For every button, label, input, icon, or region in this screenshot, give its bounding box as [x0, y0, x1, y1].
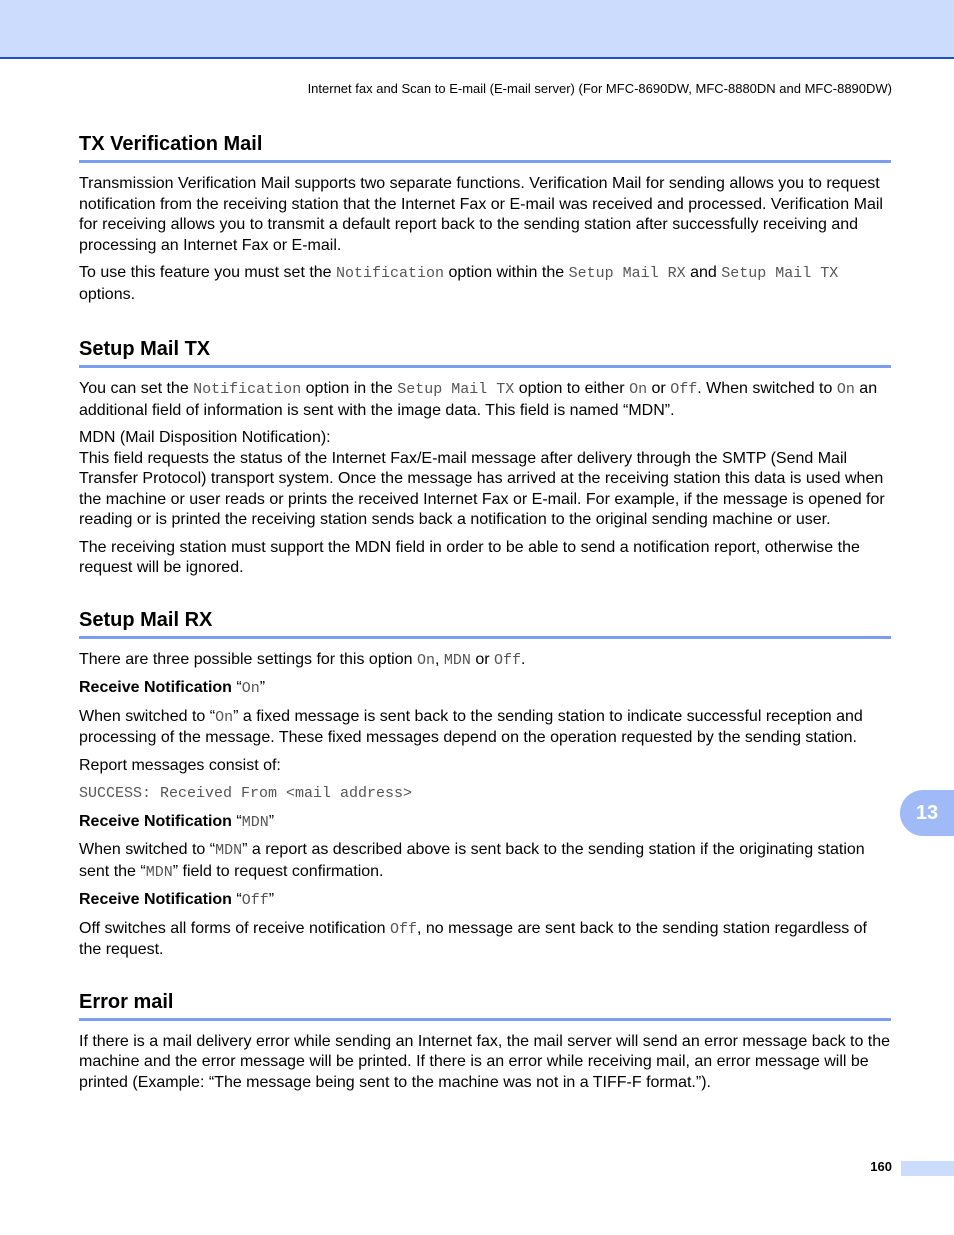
text-run: or [470, 650, 495, 668]
text-run: ” a report as described above is sent back to the sending station if the originating station sent the “ [79, 841, 865, 880]
code-on: On [629, 381, 648, 398]
receive-notification-mdn-heading [79, 812, 891, 834]
setup-rx-intro [79, 650, 891, 672]
subheading-label: Receive Notification [79, 679, 232, 696]
report-messages-intro: Report messages consist of: [79, 756, 281, 774]
code-on: On [215, 708, 234, 726]
text-run: ” a fixed message is sent back to the sending station to indicate successful reception and processing of the message. These fixed messages depend on the operation requested by the sending station. [79, 707, 863, 746]
subheading-label: Receive Notification [79, 891, 232, 908]
code-off: Off [494, 651, 522, 669]
setup-tx-paragraph-1 [79, 379, 891, 421]
code-on: On [241, 680, 260, 697]
tx-paragraph-2 [79, 263, 891, 305]
code-on: On [836, 381, 855, 398]
text-run: To use this feature you must set the [79, 264, 337, 281]
code-mdn: MDN [443, 651, 471, 669]
code-on: On [416, 651, 435, 669]
code-setup-mail-tx: Setup Mail TX [721, 265, 839, 282]
text-run: option in the [301, 380, 398, 397]
code-mdn: MDN [215, 842, 243, 859]
setup-tx-paragraph-3: The receiving station must support the MDN field in order to be able to send a notification report, otherwise the request will be ignored. [79, 538, 860, 576]
text-run: “ [231, 891, 242, 908]
report-message-example [79, 783, 891, 805]
text-run: You can set the [79, 380, 194, 397]
page-number-bar [901, 1161, 954, 1176]
tx-paragraph-1: Transmission Verification Mail supports two separate functions. Verification Mail for sending allows you to request notification from the receiving station that the Internet Fax or E-mail was received and processed. Verification Mail for receiving allows you to transmit a default report back to the sending station after successfully receiving and processing an Internet Fax or E-mail. [79, 175, 883, 254]
heading-setup-mail-tx: Setup Mail TX [79, 338, 891, 368]
text-run: “ [231, 812, 242, 830]
text-run: ” [268, 812, 275, 830]
code-mdn: MDN [145, 863, 173, 881]
text-run: . [521, 650, 526, 668]
receive-notification-off-heading [79, 890, 891, 912]
subheading-label: Receive Notification [79, 812, 232, 830]
code-notification: Notification [336, 265, 445, 282]
text-run: ” field to request confirmation. [172, 862, 384, 880]
text-run: an additional field of information is sent with the image data. This field is named “MDN”. [79, 380, 878, 419]
text-run: “ [231, 679, 242, 696]
code-notification: Notification [193, 381, 302, 398]
code-setup-mail-tx: Setup Mail TX [397, 381, 515, 398]
text-run: When switched to “ [79, 707, 216, 725]
chapter-tab: 13 [900, 790, 954, 836]
code-off: Off [389, 920, 417, 938]
code-off: Off [241, 892, 269, 909]
running-header: Internet fax and Scan to E-mail (E-mail server) (For MFC-8690DW, MFC-8880DN and MFC-8890DW) [307, 81, 892, 96]
heading-error-mail: Error mail [79, 991, 891, 1021]
text-run: options. [79, 285, 136, 303]
page-number: 160 [870, 1159, 892, 1174]
page-content [79, 133, 891, 1093]
code-setup-mail-rx: Setup Mail RX [568, 265, 686, 282]
text-run: ” [259, 679, 266, 696]
text-run: , [434, 650, 444, 668]
heading-setup-mail-rx: Setup Mail RX [79, 609, 891, 639]
receive-notification-off-body [79, 919, 891, 961]
text-run: There are three possible settings for this option [79, 650, 417, 668]
mdn-description: This field requests the status of the Internet Fax/E-mail message after delivery through the SMTP (Send Mail Transfer Protocol) transport system. Once the message has arrived at the receiving station this data is used when the machine or user reads or prints the received Internet Fax or E-mail. For example, if the message is opened for reading or is printed the receiving station sends back a notification to the original sending machine or user. [79, 449, 885, 528]
code-report-example: SUCCESS: Received From <mail address> [79, 785, 413, 802]
text-run: . When switched to [697, 380, 837, 397]
code-off: Off [670, 381, 698, 398]
receive-notification-mdn-body [79, 840, 891, 883]
header-band [0, 0, 954, 59]
text-run: or [647, 380, 671, 397]
code-mdn: MDN [241, 813, 269, 831]
text-run: Off switches all forms of receive notification [79, 919, 390, 937]
text-run: When switched to “ [79, 841, 216, 858]
text-run: , no message are sent back to the sending station regardless of the request. [79, 919, 867, 958]
heading-tx-verification-mail: TX Verification Mail [79, 133, 891, 163]
text-run: option within the [444, 264, 569, 281]
text-run: ” [268, 891, 275, 908]
error-mail-paragraph: If there is a mail delivery error while sending an Internet fax, the mail server will send an error message back to the machine and the error message will be printed. If there is an error while receiving mail, an error message will be printed (Example: “The message being sent to the machine was not in a TIFF-F format.”). [79, 1032, 891, 1091]
receive-notification-on-body [79, 707, 891, 749]
mdn-heading-line: MDN (Mail Disposition Notification): [79, 429, 331, 446]
text-run: and [685, 264, 722, 281]
text-run: option to either [514, 380, 630, 397]
receive-notification-on-heading [79, 678, 891, 700]
